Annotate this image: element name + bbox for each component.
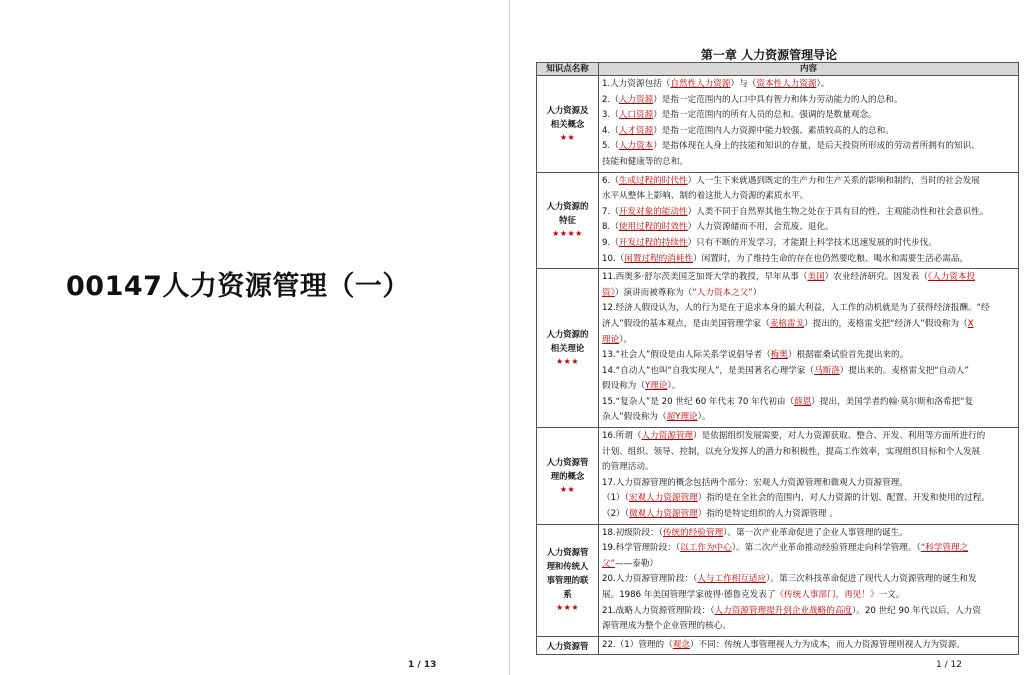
knowledge-cell (537, 636, 599, 655)
content-line (602, 364, 1015, 380)
header-knowledge: 知识点名称 (537, 63, 599, 76)
body-text: 7.（ (602, 206, 619, 217)
content-line (602, 286, 1015, 302)
body-text: 计划、组织、领导、控制，以充分发挥人的潜力和积极性，提高工作效率，实现组织目标和个人发展 (602, 446, 981, 457)
body-text: 济人”假设的基本观点，是由美国管理学家（ (602, 318, 770, 329)
body-text: ）演讲而被尊称为（ (614, 287, 693, 298)
body-text: ）提出来的。麦格雷戈把“自动人” (839, 365, 969, 376)
body-text: 杂人”假设称为（ (602, 412, 667, 423)
cover-title: 00147人力资源管理（一） (66, 271, 410, 302)
content-line (602, 205, 1015, 221)
chapter-title: 第一章 人力资源管理导论 (700, 48, 838, 62)
body-text: ）人类不同于自然界其他生物之处在于具有目的性、主观能动性和社会意识性。 (687, 206, 989, 217)
content-line (602, 557, 1015, 573)
body-text: ）闲置时，为了维持生命的存在也仍然要吃粮、喝水和需要生活必需品。 (693, 253, 969, 264)
content-line (602, 93, 1015, 109)
content-line (602, 526, 1015, 542)
body-text: 水平从整体上影响、制约着这批人力资源的素质水平。 (602, 191, 809, 202)
importance-stars: ★★★★ (552, 229, 583, 239)
knowledge-label: 相关理论 (550, 343, 585, 354)
answer-text: 观念 (672, 639, 690, 650)
content-line (602, 476, 1015, 492)
answer-text: Y理论 (644, 381, 668, 392)
importance-stars: ★★★ (555, 357, 579, 367)
answer-text: 超Y理论 (666, 412, 698, 423)
knowledge-label: 人力资源及 (546, 104, 589, 115)
body-text: 13.“社会人”假设是由人际关系学说倡导者（ (602, 350, 771, 361)
body-text: 14.“自动人”也叫“自我实现人”，是美国著名心理学家（ (602, 365, 814, 376)
answer-text: 宏观人力资源管理 (628, 493, 698, 504)
body-text: （2）（ (602, 509, 629, 520)
knowledge-label: 人力资源的 (546, 201, 589, 212)
answer-text: 闲置过程的消耗性 (624, 253, 694, 264)
body-text: 的管理活动。 (602, 462, 654, 473)
answer-text: 麦格雷戈 (769, 318, 805, 329)
answer-text: 人口资源 (618, 110, 654, 121)
content-line (602, 301, 1015, 317)
body-text: 22.（1）管理的（ (602, 639, 673, 650)
answer-text: 人才资源 (618, 125, 654, 136)
content-line (602, 348, 1015, 364)
importance-stars: ★★ (559, 484, 576, 494)
answer-text: 薛恩 (794, 396, 812, 407)
content-line (602, 317, 1015, 333)
body-text: ）是指一定范围内的所有人员的总和。强调的是数量观念。 (653, 110, 877, 121)
body-text: ）根据霍桑试验首先提出来的。 (787, 350, 909, 361)
answer-text: 开发对象的能动性 (618, 206, 688, 217)
body-text: 源管理成为整个企业管理的核心。 (602, 621, 731, 632)
body-text: 17.人力资源管理的概念包括两个部分：宏观人力资源管理和微观人力资源管理。 (602, 477, 908, 488)
answer-text: 开发过程的持续性 (618, 237, 688, 248)
content-line (602, 604, 1015, 620)
body-text: 9.（ (602, 237, 619, 248)
highlight-text: “人力资本之父” (692, 287, 753, 298)
body-text: ）是依据组织发展需要，对人力资源获取、整合、开发、利用等方面所进行的 (693, 431, 986, 442)
table-header-row (537, 63, 1019, 76)
table-body (537, 76, 1019, 655)
answer-text: 使用过程的时效性 (618, 222, 688, 233)
content-line (602, 139, 1015, 155)
answer-text: 生成过程的时代性 (618, 175, 688, 186)
content-line (602, 220, 1015, 236)
right-page-number: 1 / 12 (936, 660, 962, 670)
body-text: ）是指体现在人身上的技能和知识的存量，是后天投资所形成的劳动者所拥有的知识、 (653, 141, 980, 152)
knowledge-label: 相关概念 (550, 118, 585, 129)
answer-text: “科学管理之 (920, 543, 969, 554)
table-row (537, 636, 1019, 655)
body-text: ）是指一定范围内人力资源中能力较强、素质较高的人的总和。 (653, 125, 894, 136)
body-text: 12.经济人假设认为，人的行为是在于追求本身的最大利益，人工作的动机就是为了获得经济报酬。“经 (602, 303, 990, 314)
body-text: ）是指一定范围内的人口中具有智力和体力劳动能力的人的总和。 (653, 94, 903, 105)
body-text: 18.初级阶段：（ (602, 527, 663, 538)
body-text: ）。第一次产业革命促进了企业人事管理的诞生。 (723, 527, 908, 538)
left-page-number: 1 / 13 (408, 660, 437, 670)
body-text: ）人一生下来就遇到既定的生产力和生产关系的影响和制约，当时的社会发展 (687, 175, 980, 186)
knowledge-label: 系 (563, 589, 572, 600)
answer-text: 美国 (807, 272, 825, 283)
answer-text: 《人力资本投 (927, 272, 976, 283)
content-line (602, 108, 1015, 124)
answer-text: 父” (602, 558, 616, 569)
knowledge-label: 特征 (559, 215, 576, 226)
knowledge-cell (537, 524, 599, 636)
body-text: 10.（ (602, 253, 625, 264)
left-page (0, 0, 510, 675)
content-line (602, 445, 1015, 461)
answer-text: 梅奥 (770, 350, 788, 361)
importance-stars: ★★ (559, 132, 576, 142)
answer-text: X (967, 318, 974, 329)
knowledge-label: 人力资源管 (546, 456, 589, 467)
body-text: ）人力资源储而不用，会荒废、退化。 (687, 222, 834, 233)
body-text: 15.“复杂人”是 20 世纪 60 年代末 70 年代初由（ (602, 396, 795, 407)
body-text: 1.人力资源包括（ (602, 79, 671, 89)
body-text: ）不同：传统人事管理视人力为成本，而人力资源管理则视人力为资源。 (689, 639, 965, 650)
body-text: ）与（ (730, 79, 757, 89)
body-text: （1）（ (602, 493, 629, 504)
body-text: 16.所谓（ (602, 431, 642, 442)
content-line (602, 77, 1015, 93)
importance-stars: ★★★ (555, 603, 579, 613)
knowledge-label: 人力资源管 (546, 547, 589, 558)
answer-text: 马斯洛 (813, 365, 840, 376)
content-line (602, 429, 1015, 445)
content-line (602, 588, 1015, 604)
knowledge-cell (537, 172, 599, 269)
content-line (602, 572, 1015, 588)
knowledge-label: 理和传统人 (546, 561, 589, 572)
answer-text: 理论 (602, 334, 620, 345)
body-text: 11.西奥多·舒尔茨美国芝加哥大学的教授，早年从事（ (602, 272, 808, 283)
content-line (602, 236, 1015, 252)
knowledge-label: 事管理的联 (546, 575, 589, 586)
table-row (537, 428, 1019, 525)
body-text: ——泰勒） (615, 558, 659, 569)
content-line (602, 270, 1015, 286)
content-line (602, 541, 1015, 557)
body-text: ）指的是特定组织的人力资源管理 。 (697, 509, 838, 520)
body-text: ）只有不断的开发学习，才能跟上科学技术迅速发展的时代步伐。 (687, 237, 937, 248)
content-line (602, 174, 1015, 190)
table-row (537, 76, 1019, 173)
content-line (602, 395, 1015, 411)
knowledge-label: 人力资源的 (546, 329, 589, 340)
body-text: 21.战略人力资源管理阶段：（ (602, 605, 715, 616)
content-line (602, 619, 1015, 635)
answer-text: 人力资源 (618, 94, 654, 105)
body-text: ）提出，美国学者约翰·莫尔斯和洛希把“复 (811, 396, 974, 407)
body-text: 19.科学管理阶段：（ (602, 543, 681, 554)
body-text: ）提出的，麦格雷戈把“经济人”假设称为（ (804, 318, 968, 329)
right-page (511, 0, 1027, 675)
knowledge-cell (537, 76, 599, 173)
body-text: ）。第二次产业革命推动经验管理走向科学管理。（ (731, 543, 921, 554)
knowledge-label: 理的概念 (550, 470, 585, 481)
body-text: ）。 (667, 381, 681, 392)
table-row (537, 172, 1019, 269)
body-text: ）。第三次科技革命促进了现代人力资源管理的诞生和发 (766, 574, 977, 585)
answer-text: 以工作为中心 (680, 543, 732, 554)
content-cell (599, 172, 1019, 269)
body-text: ）农业经济研究。因发表（ (824, 272, 928, 283)
body-text: 8.（ (602, 222, 619, 233)
body-text: ）。20 世纪 90 年代以后，人力资 (852, 605, 981, 616)
body-text: ）指的是在全社会的范围内，对人力资源的计划、配置、开发和使用的过程。 (697, 493, 990, 504)
content-cell (599, 524, 1019, 636)
content-line (602, 333, 1015, 349)
content-line (602, 410, 1015, 426)
content-line (602, 507, 1015, 523)
answer-text: 传统的经验管理 (662, 527, 724, 538)
body-text: ）。 (816, 79, 830, 89)
answer-text: 人与工作相互适应 (697, 574, 767, 585)
answer-text: 微观人力资源管理 (628, 509, 698, 520)
table-row (537, 269, 1019, 428)
highlight-text: 《传统人事部门，再见！》 (775, 590, 879, 600)
body-text: ）。 (697, 412, 711, 423)
body-text: ） (752, 287, 762, 298)
content-line (602, 189, 1015, 205)
body-text: 技能和健康等的总和。 (602, 156, 688, 167)
content-line (602, 252, 1015, 268)
content-line (602, 155, 1015, 171)
answer-text: 资》 (602, 287, 615, 298)
knowledge-table (536, 62, 1019, 655)
knowledge-cell (537, 269, 599, 428)
knowledge-label: 人力资源管 (546, 640, 589, 651)
body-text: 5.（ (602, 141, 619, 152)
body-text: 一文。 (878, 590, 905, 600)
header-content: 内容 (599, 63, 1019, 76)
body-text: 展。1986 年美国管理学家彼得·德鲁克发表了 (602, 590, 776, 600)
body-text: 6.（ (602, 175, 619, 186)
content-cell (599, 428, 1019, 525)
table-row (537, 524, 1019, 636)
content-cell (599, 76, 1019, 173)
body-text: 假设称为（ (602, 381, 645, 392)
content-line (602, 638, 1015, 654)
answer-text: 人力资本 (618, 141, 654, 152)
content-cell (599, 636, 1019, 655)
answer-text: 人力资源管理 (641, 431, 694, 442)
answer-text: 自然性人力资源 (670, 79, 731, 89)
content-line (602, 379, 1015, 395)
body-text: 20.人力资源管理阶段：（ (602, 574, 698, 585)
knowledge-cell (537, 428, 599, 525)
body-text: ）。 (619, 334, 633, 345)
content-line (602, 491, 1015, 507)
answer-text: 人力资源管理提升到企业战略的高度 (714, 605, 853, 616)
answer-text: 资本性人力资源 (756, 79, 817, 89)
content-cell (599, 269, 1019, 428)
content-line (602, 124, 1015, 140)
body-text: 3.（ (602, 110, 619, 121)
body-text: 4.（ (602, 125, 619, 136)
body-text: 2.（ (602, 94, 619, 105)
content-line (602, 460, 1015, 476)
